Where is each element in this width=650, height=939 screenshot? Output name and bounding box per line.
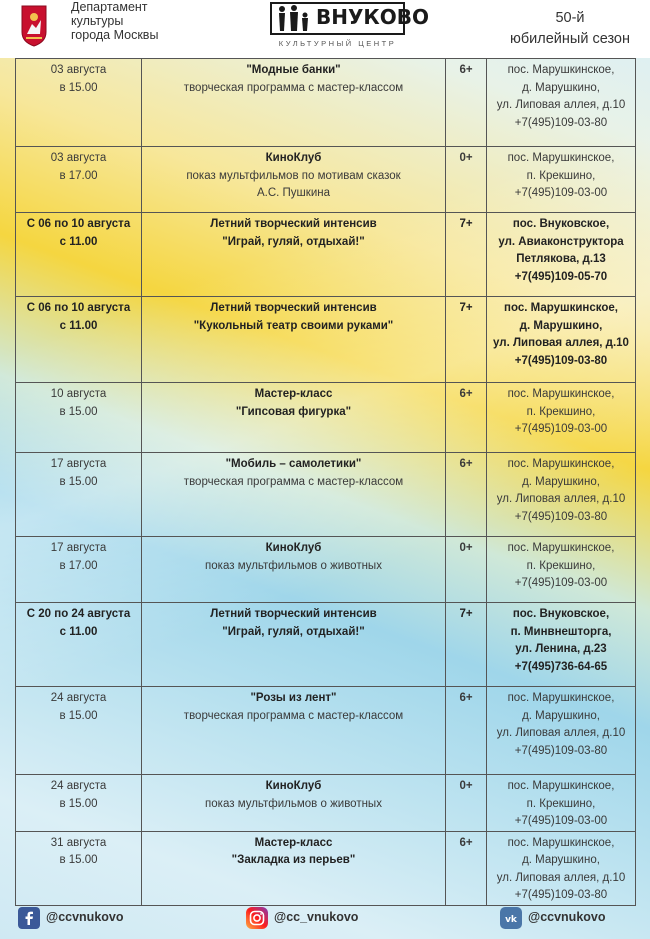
age-rating-cell <box>446 831 487 905</box>
event-address-line: п. Крекшино, <box>526 405 596 418</box>
department-line-3: города Москвы <box>71 28 159 42</box>
event-info-cell <box>142 775 446 832</box>
age-rating: 6+ <box>459 692 473 704</box>
event-phone: +7(495)109-03-80 <box>514 116 608 129</box>
age-rating: 7+ <box>459 302 473 314</box>
instagram-icon <box>246 907 268 929</box>
event-info-cell <box>142 687 446 775</box>
event-description: "Играй, гуляй, отдыхай!" <box>222 235 365 248</box>
event-address-line: ул. Липовая аллея, д.10 <box>496 99 626 111</box>
event-info-cell <box>142 453 446 537</box>
event-title: КиноКлуб <box>265 152 322 164</box>
age-rating-cell <box>446 147 487 213</box>
event-info-cell <box>142 383 446 453</box>
event-date: С 06 по 10 августа <box>26 302 131 314</box>
event-address-line: пос. Марушкинское, <box>507 692 615 704</box>
event-title: Мастер-класс <box>254 388 333 400</box>
event-info-cell <box>142 59 446 147</box>
age-rating: 0+ <box>459 780 473 792</box>
season-text: юбилейный сезон <box>509 31 630 47</box>
age-rating-cell <box>446 297 487 383</box>
age-rating: 0+ <box>459 542 473 554</box>
event-address-line: Петлякова, д.13 <box>516 253 606 265</box>
event-date: 17 августа <box>50 458 107 470</box>
logo-subtitle: КУЛЬТУРНЫЙ ЦЕНТР <box>278 39 397 48</box>
event-address-line: ул. Липовая аллея, д.10 <box>496 727 626 739</box>
event-row <box>16 297 636 383</box>
event-date: 10 августа <box>50 388 107 400</box>
event-address-line: ул. Липовая аллея, д.10 <box>496 493 626 505</box>
event-date: 03 августа <box>50 152 107 164</box>
event-address-line: пос. Внуковское, <box>512 218 610 230</box>
event-title: Летний творческий интенсив <box>210 218 377 230</box>
events-table <box>15 58 636 906</box>
age-rating: 0+ <box>459 152 473 164</box>
age-rating: 6+ <box>459 836 473 849</box>
event-description: "Закладка из перьев" <box>231 854 356 866</box>
age-rating-cell <box>446 453 487 537</box>
department-line-2: культуры <box>71 14 124 28</box>
age-rating-cell <box>446 775 487 832</box>
event-address-line: д. Марушкино, <box>522 709 600 722</box>
event-time: в 15.00 <box>59 854 98 866</box>
event-address-line: пос. Марушкинское, <box>507 458 615 470</box>
event-title: "Розы из лент" <box>250 692 337 704</box>
event-address-cell <box>487 59 636 147</box>
event-address-cell <box>487 297 636 383</box>
event-address-line: д. Марушкино, <box>519 319 603 332</box>
event-address-cell <box>487 453 636 537</box>
event-date-cell <box>16 687 142 775</box>
event-address-line: д. Марушкино, <box>522 475 600 488</box>
page-header <box>0 0 650 58</box>
event-info-cell <box>142 831 446 905</box>
event-phone: +7(495)109-05-70 <box>514 270 608 283</box>
family-figures-icon <box>274 4 312 32</box>
age-rating-cell <box>446 537 487 603</box>
event-address-cell <box>487 831 636 905</box>
event-phone: +7(495)109-03-80 <box>514 889 608 901</box>
event-row <box>16 383 636 453</box>
event-description: "Кукольный театр своими руками" <box>193 319 394 332</box>
event-description: показ мультфильмов о животных <box>205 797 382 810</box>
event-description: "Гипсовая фигурка" <box>235 405 352 418</box>
event-title: Мастер-класс <box>254 836 333 849</box>
season-number: 50-й <box>555 10 585 26</box>
event-time: с 11.00 <box>59 625 98 638</box>
event-time: в 15.00 <box>59 709 98 722</box>
event-info-cell <box>142 603 446 687</box>
event-date-cell <box>16 453 142 537</box>
event-info-cell <box>142 537 446 603</box>
age-rating-cell <box>446 603 487 687</box>
event-info-cell <box>142 213 446 297</box>
event-time: в 15.00 <box>59 797 98 810</box>
event-row <box>16 687 636 775</box>
event-title: КиноКлуб <box>265 780 322 792</box>
event-address-line: ул. Ленина, д.23 <box>515 643 607 655</box>
event-row <box>16 603 636 687</box>
event-date: 31 августа <box>50 836 107 849</box>
event-date-cell <box>16 59 142 147</box>
age-rating-cell <box>446 59 487 147</box>
department-title <box>71 0 158 42</box>
event-row <box>16 59 636 147</box>
event-title: "Модные банки" <box>246 64 341 76</box>
event-address-line: пос. Марушкинское, <box>507 388 615 400</box>
event-info-cell <box>142 297 446 383</box>
age-rating-cell <box>446 687 487 775</box>
event-date: 17 августа <box>50 542 107 554</box>
event-address-cell <box>487 147 636 213</box>
event-title: Летний творческий интенсив <box>210 608 377 620</box>
event-address-line: пос. Внуковское, <box>512 608 610 620</box>
event-address-line: пос. Марушкинское, <box>507 836 615 849</box>
age-rating: 6+ <box>459 458 473 470</box>
moscow-coat-of-arms-icon <box>20 4 48 48</box>
vk-icon <box>500 907 522 929</box>
vk-handle: @ccvnukovo <box>528 910 606 924</box>
event-address-line: пос. Марушкинское, <box>507 64 615 76</box>
age-rating: 6+ <box>459 64 473 76</box>
event-phone: +7(495)736-64-65 <box>514 660 608 673</box>
event-row <box>16 213 636 297</box>
event-address-line: ул. Липовая аллея, д.10 <box>496 871 626 884</box>
event-title: Летний творческий интенсив <box>210 302 377 314</box>
event-description: показ мультфильмов по мотивам сказок <box>186 169 401 182</box>
event-address-cell <box>487 383 636 453</box>
event-address-cell <box>487 775 636 832</box>
event-date: 24 августа <box>50 780 107 792</box>
event-description: показ мультфильмов о животных <box>205 559 382 572</box>
facebook-icon <box>18 907 40 929</box>
season-label <box>490 8 650 50</box>
event-address-line: п. Крекшино, <box>526 559 596 572</box>
event-date-cell <box>16 213 142 297</box>
event-date-cell <box>16 603 142 687</box>
event-description: творческая программа с мастер-классом <box>183 475 404 488</box>
vnukovo-logo <box>270 2 429 50</box>
event-address-cell <box>487 537 636 603</box>
event-time: в 15.00 <box>59 475 98 488</box>
event-address-line: ул. Липовая аллея, д.10 <box>493 337 629 349</box>
event-address-line: д. Марушкино, <box>522 854 600 866</box>
event-address-line: пос. Марушкинское, <box>507 152 615 164</box>
event-address-line: пос. Марушкинское, <box>504 302 618 314</box>
event-date: 24 августа <box>50 692 107 704</box>
social-footer <box>0 899 650 939</box>
age-rating: 6+ <box>459 388 473 400</box>
event-address-line: пос. Марушкинское, <box>507 542 615 554</box>
event-row <box>16 537 636 603</box>
event-title: "Мобиль – самолетики" <box>225 458 362 470</box>
event-info-cell <box>142 147 446 213</box>
event-address-line: п. Крекшино, <box>526 169 596 182</box>
event-date: С 20 по 24 августа <box>26 608 131 620</box>
event-address-line: пос. Марушкинское, <box>507 780 615 792</box>
event-address-line: п. Крекшино, <box>526 797 596 810</box>
event-date-cell <box>16 147 142 213</box>
event-row <box>16 775 636 832</box>
event-time: в 15.00 <box>59 81 98 94</box>
age-rating: 7+ <box>459 608 473 620</box>
event-date-cell <box>16 383 142 453</box>
event-date-cell <box>16 297 142 383</box>
event-date: С 06 по 10 августа <box>26 218 131 230</box>
event-date-cell <box>16 775 142 832</box>
event-address-cell <box>487 687 636 775</box>
event-phone: +7(495)109-03-80 <box>514 510 608 523</box>
event-date-cell <box>16 831 142 905</box>
event-description: творческая программа с мастер-классом <box>183 709 404 722</box>
svg-text:vk: vk <box>505 915 517 925</box>
event-time: в 15.00 <box>59 405 98 418</box>
event-description: А.С. Пушкина <box>256 187 330 199</box>
age-rating: 7+ <box>459 218 473 230</box>
age-rating-cell <box>446 383 487 453</box>
instagram-handle: @cc_vnukovo <box>274 910 359 924</box>
event-phone: +7(495)109-03-00 <box>514 187 608 199</box>
event-date: 03 августа <box>50 64 107 76</box>
event-time: с 11.00 <box>59 319 98 332</box>
event-row <box>16 831 636 905</box>
event-time: в 17.00 <box>59 169 98 182</box>
event-address-cell <box>487 213 636 297</box>
event-description: творческая программа с мастер-классом <box>183 81 404 94</box>
event-phone: +7(495)109-03-80 <box>514 744 608 757</box>
age-rating-cell <box>446 213 487 297</box>
event-address-cell <box>487 603 636 687</box>
event-row <box>16 147 636 213</box>
facebook-handle: @ccvnukovo <box>46 910 124 924</box>
event-phone: +7(495)109-03-00 <box>514 815 608 827</box>
logo-wordmark: ВНУКОВО <box>316 5 429 29</box>
event-time: с 11.00 <box>59 235 98 248</box>
event-phone: +7(495)109-03-00 <box>514 577 608 589</box>
event-row <box>16 453 636 537</box>
event-phone: +7(495)109-03-80 <box>514 354 608 367</box>
event-address-line: д. Марушкино, <box>522 81 600 94</box>
event-title: КиноКлуб <box>265 542 322 554</box>
event-phone: +7(495)109-03-00 <box>514 423 608 435</box>
event-description: "Играй, гуляй, отдыхай!" <box>222 625 365 638</box>
event-address-line: ул. Авиаконструктора <box>498 235 624 248</box>
event-address-line: п. Минвнешторга, <box>510 625 612 638</box>
event-time: в 17.00 <box>59 559 98 572</box>
event-date-cell <box>16 537 142 603</box>
department-line-1: Департамент <box>71 0 148 14</box>
